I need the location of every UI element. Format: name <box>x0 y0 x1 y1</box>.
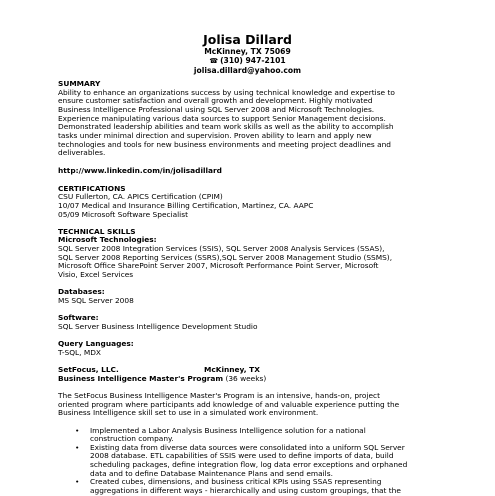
candidate-name: Jolisa Dillard <box>203 32 292 47</box>
bullet-dot-icon: • <box>75 425 80 435</box>
candidate-location: McKinney, TX 75069 <box>204 47 291 56</box>
certifications-section <box>58 185 442 220</box>
achievement-line: 2008 database. ETL capabilities of SSIS were used to define imports of data, build <box>90 451 394 461</box>
achievement-item <box>58 478 442 495</box>
achievement-line: data and to define Database Maintenance Plans and send emails. <box>90 468 333 478</box>
resume-header <box>0 33 495 76</box>
candidate-email[interactable]: jolisa.dillard@yahoo.com <box>193 66 302 76</box>
databases-title: Databases: <box>58 287 105 297</box>
summary-line: technologies and tools for new business environments and meeting project deadlines and <box>58 139 392 149</box>
achievement-list <box>58 427 442 496</box>
achievement-line: aggregations in different ways - hierarchically and using custom groupings, that the <box>90 486 401 496</box>
skills-title: TECHNICAL SKILLS <box>58 226 136 236</box>
achievement-item <box>58 427 442 444</box>
company-name: SetFocus, LLC. <box>58 365 119 375</box>
program-intro-line: oriented program where participants add knowledge of and valuable experience putting the <box>58 399 400 409</box>
query-languages-value: T-SQL, MDX <box>58 347 101 357</box>
certification-item: 10/07 Medical and Insurance Billing Certification, Martinez, CA. AAPC <box>58 200 314 210</box>
summary-line: Ability to enhance an organizations success by using technical knowledge and expertise to <box>58 87 395 97</box>
program-intro-line: The SetFocus Business Intelligence Master's Program is an intensive, hands-on, project <box>58 390 380 400</box>
achievement-line: scheduling packages, define integration flow, log data error exceptions and orphaned <box>90 460 408 470</box>
certification-item: CSU Fullerton, CA. APICS Certification (CPIM) <box>58 192 223 202</box>
microsoft-tech-line: SQL Server 2008 Integration Services (SSIS), SQL Server 2008 Analysis Services (SSAS), <box>58 244 385 254</box>
databases-value: MS SQL Server 2008 <box>58 295 134 305</box>
summary-line: tasks under minimal direction and supervision. Proven ability to learn and apply new <box>58 130 372 140</box>
microsoft-tech-line: Visio, Excel Services <box>58 270 134 280</box>
bullet-dot-icon: • <box>75 477 80 487</box>
achievement-line: Implemented a Labor Analysis Business Intelligence solution for a national <box>90 425 366 435</box>
certifications-title: CERTIFICATIONS <box>58 183 126 193</box>
bullet-dot-icon: • <box>75 442 80 452</box>
microsoft-tech-line: SQL Server 2008 Reporting Services (SSRS),SQL Server 2008 Management Studio (SSMS), <box>58 252 393 262</box>
achievement-line: Created cubes, dimensions, and business critical KPIs using SSAS representing <box>90 477 382 487</box>
microsoft-tech-line: Microsoft Office SharePoint Server 2007, Microsoft Performance Point Server, Microsoft <box>58 261 379 271</box>
program-intro-line: Business Intelligence skill set to use in a simulated work environment. <box>58 408 319 418</box>
summary-line: deliverables. <box>58 148 106 158</box>
summary-title: SUMMARY <box>58 79 101 88</box>
achievement-item <box>58 444 442 479</box>
phone-icon: ☎ <box>209 57 219 66</box>
achievement-line: Existing data from diverse data sources were consolidated into a uniform SQL Server <box>90 442 405 452</box>
summary-section <box>58 80 442 158</box>
query-languages-title: Query Languages: <box>58 339 134 349</box>
skills-section <box>58 228 442 358</box>
software-value: SQL Server Business Intelligence Development Studio <box>58 321 258 331</box>
candidate-phone: (310) 947-2101 <box>220 56 286 66</box>
experience-section <box>58 366 442 496</box>
summary-line: Business Intelligence Professional using SQL Server 2008 and Microsoft Technologies. <box>58 104 375 114</box>
summary-line: ensure customer satisfaction and overall growth and development. Highly motivated <box>58 96 373 106</box>
software-title: Software: <box>58 313 99 323</box>
resume-body <box>58 80 442 496</box>
summary-line: Experience manipulating various data sources to support Senior Management decisions. <box>58 113 386 123</box>
program-line <box>58 375 442 384</box>
program-duration: (36 weeks) <box>225 373 267 383</box>
company-location: McKinney, TX <box>204 365 260 375</box>
certification-item: 05/09 Microsoft Software Specialist <box>58 209 188 219</box>
program-name: Business Intelligence Master's Program <box>58 373 224 383</box>
linkedin-link[interactable]: http://www.linkedin.com/in/jolisadillard <box>58 165 222 175</box>
summary-line: Demonstrated leadership abilities and team work skills as well as the ability to accomplish <box>58 122 394 132</box>
microsoft-tech-title: Microsoft Technologies: <box>58 235 157 245</box>
candidate-phone-line <box>0 56 495 66</box>
achievement-line: construction company. <box>90 434 174 444</box>
